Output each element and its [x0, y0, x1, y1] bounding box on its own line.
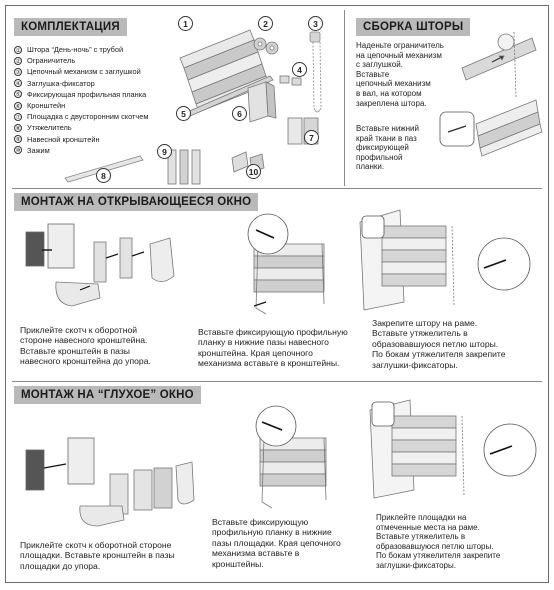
text-line: планку в нижние пазы навесного — [198, 337, 329, 348]
bracket-icon — [248, 82, 276, 122]
text-line: Наденьте ограничитель — [356, 41, 444, 50]
text-line: площадки до упора. — [20, 560, 101, 571]
chain-insert-icon — [462, 32, 536, 98]
kit-item — [14, 100, 148, 111]
text-line: кронштейны. — [212, 558, 264, 569]
opening-step2-illustration — [226, 208, 346, 318]
part-7-badge: 7 — [304, 130, 319, 145]
kit-item-number: ⑦ — [15, 114, 21, 121]
text-line: По бокам утяжелителя закрепите — [372, 349, 506, 360]
hanging-bracket-icon — [168, 150, 200, 184]
text-line: Вставьте фиксирующую — [212, 517, 309, 527]
opening-step2-text — [198, 327, 348, 369]
text-line: Вставьте фиксирующую профильную — [198, 327, 348, 337]
text-line: профильной — [356, 152, 403, 162]
opening-step1-text — [20, 325, 151, 367]
part-1-badge: 1 — [178, 16, 193, 31]
fixed-window-frame-icon — [370, 400, 536, 498]
text-line: в вал, на котором — [356, 88, 422, 98]
text-line: на цепочный механизм — [356, 50, 442, 60]
assembly-step1-text — [356, 41, 444, 108]
text-line: пазы площадки. Края цепочного — [212, 537, 341, 548]
text-line: край ткани в паз — [356, 133, 417, 143]
kit-item — [14, 145, 148, 156]
part-6-badge: 6 — [232, 106, 247, 121]
section-divider — [12, 381, 542, 382]
part-2-badge: 2 — [258, 16, 273, 31]
end-cap-icon — [280, 76, 301, 85]
part-3-badge: 3 — [308, 16, 323, 31]
profile-insert-icon — [248, 214, 324, 314]
text-line: механизма вставьте в кронштейны. — [198, 358, 340, 369]
text-line: Вставьте нижний — [356, 124, 419, 133]
kit-item-number: ⑧ — [15, 125, 21, 132]
kit-assembly-divider — [344, 10, 345, 186]
text-line: образовавшуюся петлю шторы. — [372, 338, 499, 349]
kit-item-label: Заглушка-фиксатор — [27, 78, 95, 88]
part-5-badge: 5 — [176, 106, 191, 121]
kit-item-number: ② — [15, 58, 21, 65]
opening-step3-text — [372, 318, 506, 370]
kit-item — [14, 111, 148, 122]
text-line: Приклейте площадки на — [376, 513, 467, 522]
kit-item-label: Утяжелитель — [27, 123, 72, 133]
assembly-illustration — [462, 28, 544, 184]
profile-pad-insert-icon — [256, 406, 326, 508]
part-9-badge: 9 — [157, 144, 172, 159]
opening-step1-illustration — [20, 218, 185, 318]
kit-item-number: ③ — [15, 69, 21, 76]
text-line: Приклейте скотч к оборотной стороне — [20, 540, 172, 550]
kit-item-label: Штора “День-ночь” с трубой — [27, 45, 124, 55]
text-line: фиксирующей — [356, 143, 409, 153]
part-10-badge: 10 — [246, 164, 261, 179]
assembly-step2-text — [356, 124, 419, 172]
section-divider — [12, 188, 542, 189]
kit-item — [14, 78, 148, 89]
kit-item-number: ④ — [15, 81, 21, 88]
kit-item-label: Фиксирующая профильная планка — [27, 89, 147, 99]
text-line: с заглушкой. — [356, 60, 403, 70]
part-8-badge: 8 — [96, 168, 111, 183]
text-line: Вставьте утяжелитель в — [376, 532, 466, 542]
kit-parts-illustration — [170, 18, 340, 188]
opening-title: МОНТАЖ НА ОТКРЫВАЮЩЕЕСЯ ОКНО — [14, 193, 258, 211]
kit-item-label: Цепочный механизм с заглушкой — [27, 67, 141, 77]
fixed-step1-illustration — [20, 410, 200, 530]
kit-item-number: ⑤ — [15, 92, 21, 99]
fixed-step3-text — [376, 513, 500, 571]
kit-item — [14, 66, 148, 77]
kit-item-number: ① — [15, 47, 21, 54]
assembly-title: СБОРКА ШТОРЫ — [356, 18, 470, 36]
kit-item-number: ⑩ — [15, 148, 21, 155]
text-line: образовавшуюся петлю шторы. — [376, 541, 494, 551]
fixed-step3-illustration — [370, 394, 540, 504]
text-line: заглушки-фиксаторы. — [376, 560, 456, 570]
text-line: профильную планку в нижние — [212, 527, 332, 538]
opening-step3-illustration — [356, 206, 536, 310]
text-line: заглушки-фиксаторы. — [372, 359, 458, 370]
text-line: Вставьте кронштейн в пазы — [20, 345, 130, 356]
text-line: кронштейна. Края цепочного — [198, 347, 313, 358]
text-line: закреплена штора. — [356, 98, 427, 108]
pad-bracket-icon — [80, 462, 194, 526]
part-4-badge: 4 — [292, 62, 307, 77]
chain-mechanism-icon — [310, 32, 321, 112]
adhesive-tape-icon — [26, 438, 94, 490]
kit-item-label: Зажим — [27, 145, 50, 155]
text-line: стороне навесного кронштейна. — [20, 335, 148, 346]
kit-item-number: ⑨ — [15, 137, 21, 144]
kit-item-label: Навесной кронштейн — [27, 134, 100, 144]
kit-item — [14, 134, 148, 145]
kit-list — [14, 44, 148, 156]
fixed-step2-text — [212, 517, 341, 569]
kit-item-label: Кронштейн — [27, 101, 66, 111]
text-line: отмеченные места на раме. — [376, 522, 480, 532]
tape-backing-icon — [26, 224, 74, 268]
text-line: Вставьте утяжелитель в — [372, 328, 468, 339]
window-frame-icon — [360, 210, 530, 310]
kit-item-number: ⑥ — [15, 103, 21, 110]
kit-item-label: Ограничитель — [27, 56, 76, 66]
kit-item-label: Площадка с двусторонним скотчем — [27, 112, 149, 122]
text-line: площадки. Вставьте кронштейн в пазы — [20, 550, 175, 561]
text-line: планки. — [356, 162, 385, 172]
kit-title: КОМПЛЕКТАЦИЯ — [14, 18, 127, 36]
text-line: Закрепите штору на раме. — [372, 318, 478, 328]
kit-item — [14, 89, 148, 100]
fixed-title: МОНТАЖ НА “ГЛУХОЕ” ОКНО — [14, 386, 201, 404]
text-line: навесного кронштейна до упора. — [20, 356, 151, 367]
text-line: Приклейте скотч к оборотной — [20, 325, 138, 335]
text-line: механизма вставьте в — [212, 548, 300, 559]
text-line: По бокам утяжелителя закрепите — [376, 551, 501, 561]
fixed-step1-text — [20, 540, 175, 571]
kit-item — [14, 44, 148, 55]
text-line: цепочный механизм — [356, 79, 431, 89]
fixed-step2-illustration — [230, 398, 350, 514]
text-line: Вставьте — [356, 69, 390, 79]
kit-item — [14, 122, 148, 133]
kit-item — [14, 55, 148, 66]
hanging-bracket-mount-icon — [94, 238, 144, 282]
